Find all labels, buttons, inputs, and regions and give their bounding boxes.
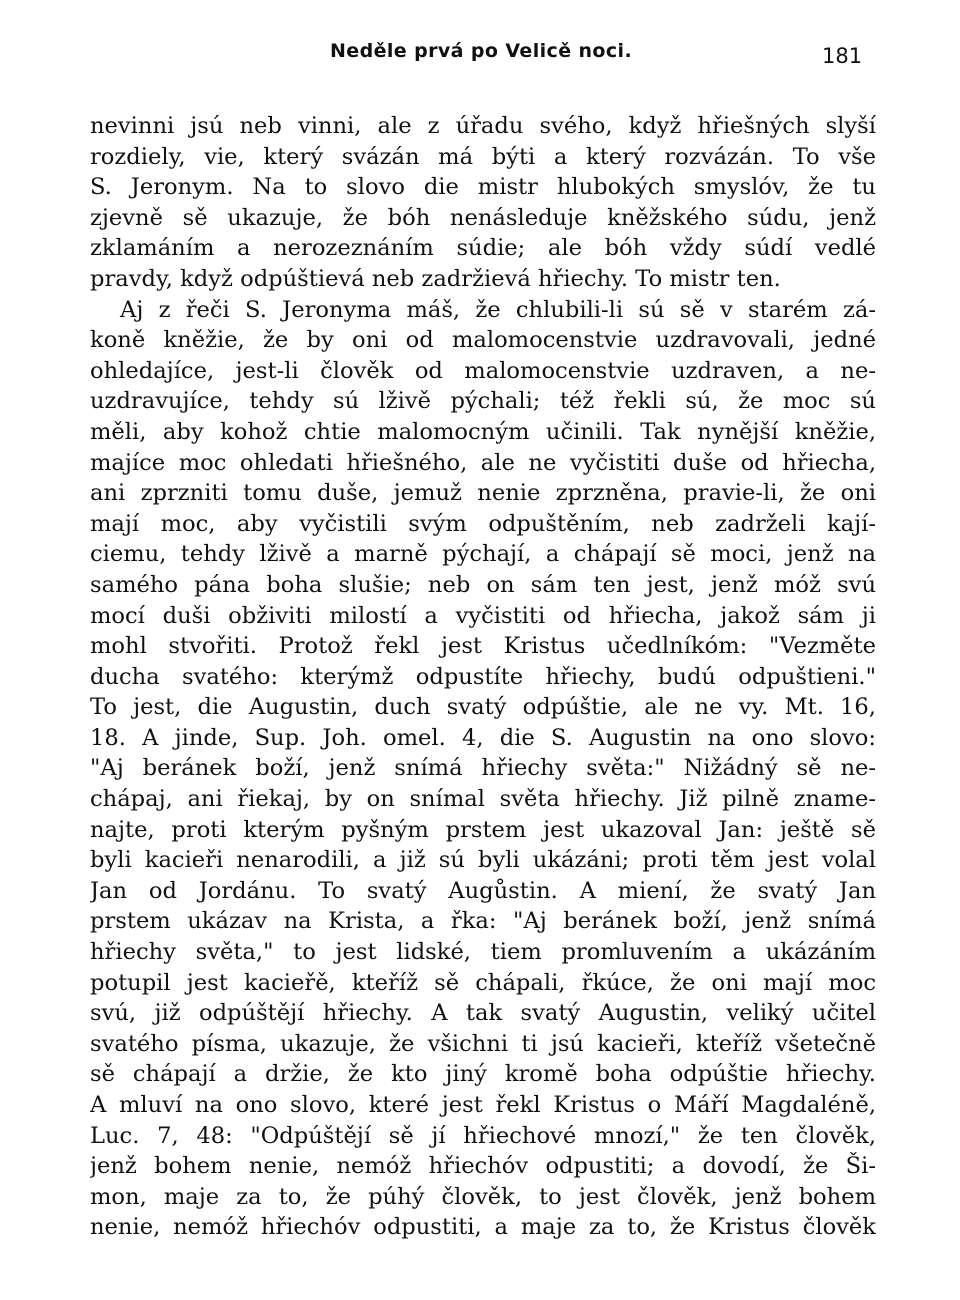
- page-number: 181: [822, 44, 863, 68]
- body-text: [90, 111, 876, 1243]
- text-line: najte, proti kterým pyšným prstem jest ukazoval Jan: ještě sě: [90, 816, 876, 843]
- text-line: mon, maje za to, že púhý člověk, to jest člověk, jenž bohem: [90, 1183, 876, 1210]
- text-line: ducha svatého: kterýmž odpustíte hřiechy, budú odpuštieni.": [90, 663, 876, 690]
- text-line: byli kacieři nenarodili, a již sú byli ukázáni; proti těm jest volal: [90, 847, 876, 874]
- text-line: zjevně sě ukazuje, že bóh nenásleduje kněžského súdu, jenž: [90, 204, 876, 231]
- text-line: nenie, nemóž hřiechóv odpustiti, a maje za to, že Kristus člověk: [90, 1214, 876, 1241]
- text-line: rozdiely, vie, který svázán má býti a který rozvázán. To vše: [90, 143, 876, 170]
- text-line: jenž bohem nenie, nemóž hřiechóv odpustiti; a dovodí, že Ši-: [90, 1153, 876, 1180]
- text-line: A mluví na ono slovo, které jest řekl Kristus o Máří Magdaléně,: [90, 1092, 876, 1118]
- text-line: chápaj, ani řiekaj, by on snímal světa hřiechy. Již pilně zname-: [90, 786, 876, 813]
- text-line: mocí duši obživiti milostí a vyčistiti od hřiecha, jakož sám ji: [90, 602, 876, 629]
- text-line: uzdravujíce, tehdy sú lživě pýchali; též řekli sú, že moc sú: [90, 388, 876, 415]
- text-line: ohledajíce, jest-li člověk od malomocenstvie uzdraven, a ne-: [90, 357, 876, 384]
- text-line: S. Jeronym. Na to slovo die mistr hlubokých smyslóv, že tu: [90, 174, 876, 201]
- text-line: mohl stvořiti. Protož řekl jest Kristus učedlníkóm: "Vezměte: [90, 633, 876, 660]
- text-line: ani zprzniti tomu duše, jemuž nenie zprzněna, pravie-li, že oni: [90, 480, 876, 507]
- text-line: sě chápají a držie, že kto jiný kromě boha odpúštie hřiechy.: [90, 1061, 876, 1088]
- text-line: mají moc, aby vyčistili svým odpuštěním, neb zadrželi kají-: [90, 510, 876, 537]
- text-line: měli, aby kohož chtie malomocným učinili. Tak nynější kněžie,: [90, 418, 876, 445]
- text-line: 18. A jinde, Sup. Joh. omel. 4, die S. Augustin na ono slovo:: [90, 724, 876, 751]
- text-line: Aj z řeči S. Jeronyma máš, že chlubili-li sú sě v starém zá-: [120, 296, 876, 323]
- text-line: hřiechy světa," to jest lidské, tiem promluvením a ukázáním: [90, 939, 876, 966]
- text-line: majíce moc ohledati hřiešného, ale ne vyčistiti duše od hřiecha,: [90, 449, 876, 476]
- text-line: Jan od Jordánu. To svatý Augůstin. A mienı́, že svatý Jan: [90, 877, 876, 904]
- text-line: nevinni jsú neb vinni, ale z úřadu svého, když hřiešných slyší: [90, 113, 876, 139]
- text-line: Luc. 7, 48: "Odpúštějí sě jí hřiechové mnozí," že ten člověk,: [90, 1122, 876, 1149]
- text-line: To jest, die Augustin, duch svatý odpúštie, ale ne vy. Mt. 16,: [90, 694, 876, 721]
- running-head: Neděle prvá po Velicě noci.: [330, 40, 633, 62]
- text-line: potupil jest kacieřě, kteříž sě chápali, řkúce, že oni mají moc: [90, 969, 876, 996]
- text-line: "Aj beránek boží, jenž snímá hřiechy světa:" Nižádný sě ne-: [90, 755, 876, 782]
- text-line: ciemu, tehdy lživě a marně pýchají, a chápají sě moci, jenž na: [90, 541, 876, 568]
- text-line: svatého písma, ukazuje, že všichni ti jsú kacieři, kteříž všetečně: [90, 1030, 876, 1057]
- text-line: pravdy, když odpúštievá neb zadržievá hřiechy. To mistr ten.: [90, 265, 781, 292]
- text-line: samého pána boha slušie; neb on sám ten jest, jenž móž svú: [90, 571, 876, 598]
- text-line: koně kněžie, že by oni od malomocenstvie uzdravovali, jedné: [90, 327, 876, 354]
- text-line: prstem ukázav na Krista, a řka: "Aj beránek boží, jenž snímá: [90, 908, 876, 935]
- text-line: svú, již odpúštějí hřiechy. A tak svatý Augustin, veliký učitel: [90, 1000, 876, 1027]
- text-line: zklamáním a nerozeznáním súdie; ale bóh vždy súdí vedlé: [90, 235, 876, 262]
